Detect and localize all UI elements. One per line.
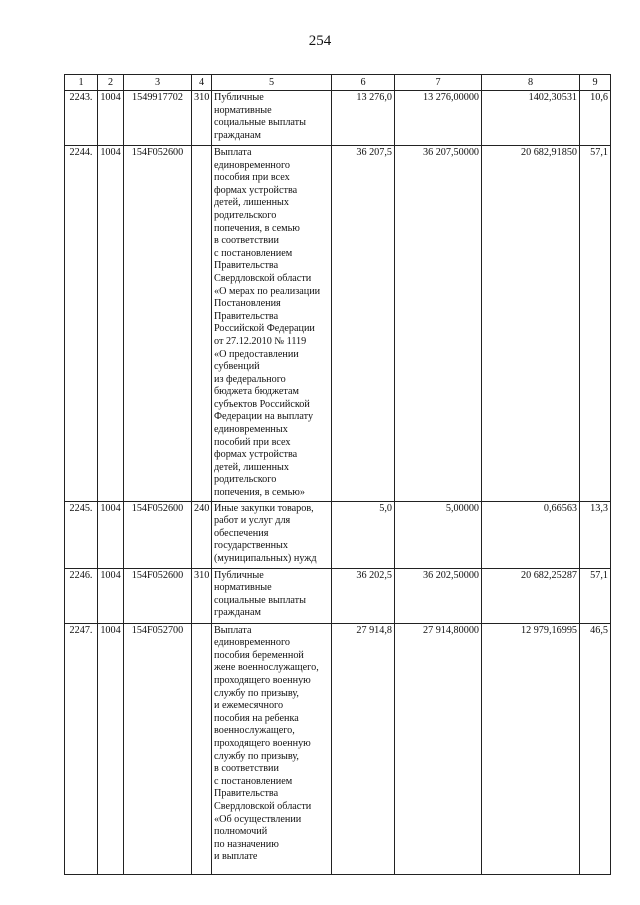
description-line: Правительства [214,310,279,322]
target-code-cell: 154F052600 [124,501,192,568]
description-line: с постановлением [214,775,293,787]
section-code-cell: 1004 [98,146,124,502]
description-line: обеспечения [214,527,269,539]
description-line: пособия беременной [214,649,304,661]
budget-table [64,74,611,875]
column-header: 2 [98,75,124,91]
description-line: формах устройства [214,449,298,461]
description-line: работ и услуг для [214,515,291,527]
plan-exact-cell: 5,00000 [395,501,482,568]
description-line: в соответствии [214,763,279,775]
description-line: попечения, в семью [214,222,300,234]
description-line: в соответствии [214,235,279,247]
description-line: «Об осуществлении [214,813,302,825]
description-line: Постановления [214,298,281,310]
description-cell [212,91,332,146]
percent-cell: 57,1 [580,146,611,502]
description-line: Федерации на выплату [214,411,314,423]
description-line: единовременного [214,159,290,171]
column-header: 7 [395,75,482,91]
description-line: проходящего военную [214,737,311,749]
description-line: и ежемесячного [214,700,284,712]
description-line: Свердловской области [214,272,312,284]
plan-amount-cell: 36 207,5 [332,146,395,502]
description-line: единовременных [214,424,288,436]
column-header: 6 [332,75,395,91]
header-row [65,75,611,91]
executed-amount-cell: 12 979,16995 [482,623,580,874]
description-line: пособия на ребенка [214,712,299,724]
description-line: Публичные [214,92,264,103]
description-line: формах устройства [214,184,298,196]
description-line: гражданам [214,129,261,141]
column-header: 3 [124,75,192,91]
percent-cell: 57,1 [580,568,611,623]
description-line: Правительства [214,788,279,800]
row-number-cell: 2244. [65,146,98,502]
percent-cell: 10,6 [580,91,611,146]
description-line: и выплате [214,851,258,863]
description-line: субвенций [214,361,260,373]
section-code-cell: 1004 [98,501,124,568]
description-line: субъектов Российской [214,398,310,410]
description-line: «О предоставлении [214,348,299,360]
plan-amount-cell: 27 914,8 [332,623,395,874]
description-cell [212,501,332,568]
percent-cell: 46,5 [580,623,611,874]
expense-type-cell [192,623,212,874]
plan-exact-cell: 36 202,50000 [395,568,482,623]
description-line: пособий при всех [214,436,291,448]
column-header: 8 [482,75,580,91]
plan-amount-cell: 13 276,0 [332,91,395,146]
row-number-cell: 2245. [65,501,98,568]
plan-exact-cell: 13 276,00000 [395,91,482,146]
description-cell [212,568,332,623]
plan-amount-cell: 36 202,5 [332,568,395,623]
column-header: 9 [580,75,611,91]
description-line: из федерального [214,373,286,385]
description-line: Свердловской области [214,800,312,812]
table-row [65,568,611,623]
description-line: «О мерах по реализации [214,285,321,297]
column-header: 5 [212,75,332,91]
description-line: родительского [214,474,277,486]
description-line: единовременного [214,637,290,649]
description-line: государственных [214,540,288,552]
executed-amount-cell: 0,66563 [482,501,580,568]
description-line: Иные закупки товаров, [214,502,314,514]
description-line: гражданам [214,607,261,619]
expense-type-cell: 240 [192,501,212,568]
description-line: службу по призыву, [214,687,299,699]
row-number-cell: 2243. [65,91,98,146]
description-line: детей, лишенных [214,461,289,473]
executed-amount-cell: 20 682,25287 [482,568,580,623]
target-code-cell: 1549917702 [124,91,192,146]
expense-type-cell: 310 [192,91,212,146]
description-line: проходящего военную [214,675,311,686]
plan-exact-cell: 36 207,50000 [395,146,482,502]
description-line: социальные выплаты [214,117,306,129]
row-number-cell: 2247. [65,623,98,874]
description-line: пособия при всех [214,172,290,184]
description-line: от 27.12.2010 № 1119 [214,335,307,347]
section-code-cell: 1004 [98,623,124,874]
description-line: полномочий [214,826,268,838]
page-number: 254 [308,33,332,49]
expense-type-cell [192,146,212,502]
description-line: Выплата [214,147,252,158]
description-line: детей, лишенных [214,197,289,209]
description-cell [212,146,332,502]
column-header: 1 [65,75,98,91]
table-row [65,91,611,146]
column-header: 4 [192,75,212,91]
description-cell [212,623,332,874]
description-line: нормативные [214,104,272,116]
executed-amount-cell: 20 682,91850 [482,146,580,502]
description-line: Выплата [214,624,252,636]
description-line: социальные выплаты [214,594,306,606]
description-line: жене военнослужащего, [214,662,319,674]
target-code-cell: 154F052600 [124,568,192,623]
description-line: Правительства [214,260,279,272]
executed-amount-cell: 1402,30531 [482,91,580,146]
description-line: попечения, в семью» [214,487,305,499]
description-line: военнослужащего, [214,725,295,737]
description-line: с постановлением [214,247,293,259]
description-line: нормативные [214,582,272,594]
table-row [65,146,611,502]
percent-cell: 13,3 [580,501,611,568]
expense-type-cell: 310 [192,568,212,623]
description-line: Публичные [214,569,264,581]
description-line: бюджета бюджетам [214,386,299,398]
plan-amount-cell: 5,0 [332,501,395,568]
table-row [65,501,611,568]
target-code-cell: 154F052600 [124,146,192,502]
description-line: по назначению [214,838,279,850]
section-code-cell: 1004 [98,91,124,146]
description-line: (муниципальных) нужд [214,553,317,564]
description-line: службу по призыву, [214,750,299,762]
target-code-cell: 154F052700 [124,623,192,874]
table-row [65,623,611,874]
description-line: родительского [214,209,277,221]
section-code-cell: 1004 [98,568,124,623]
plan-exact-cell: 27 914,80000 [395,623,482,874]
description-line: Российской Федерации [214,323,315,335]
row-number-cell: 2246. [65,568,98,623]
